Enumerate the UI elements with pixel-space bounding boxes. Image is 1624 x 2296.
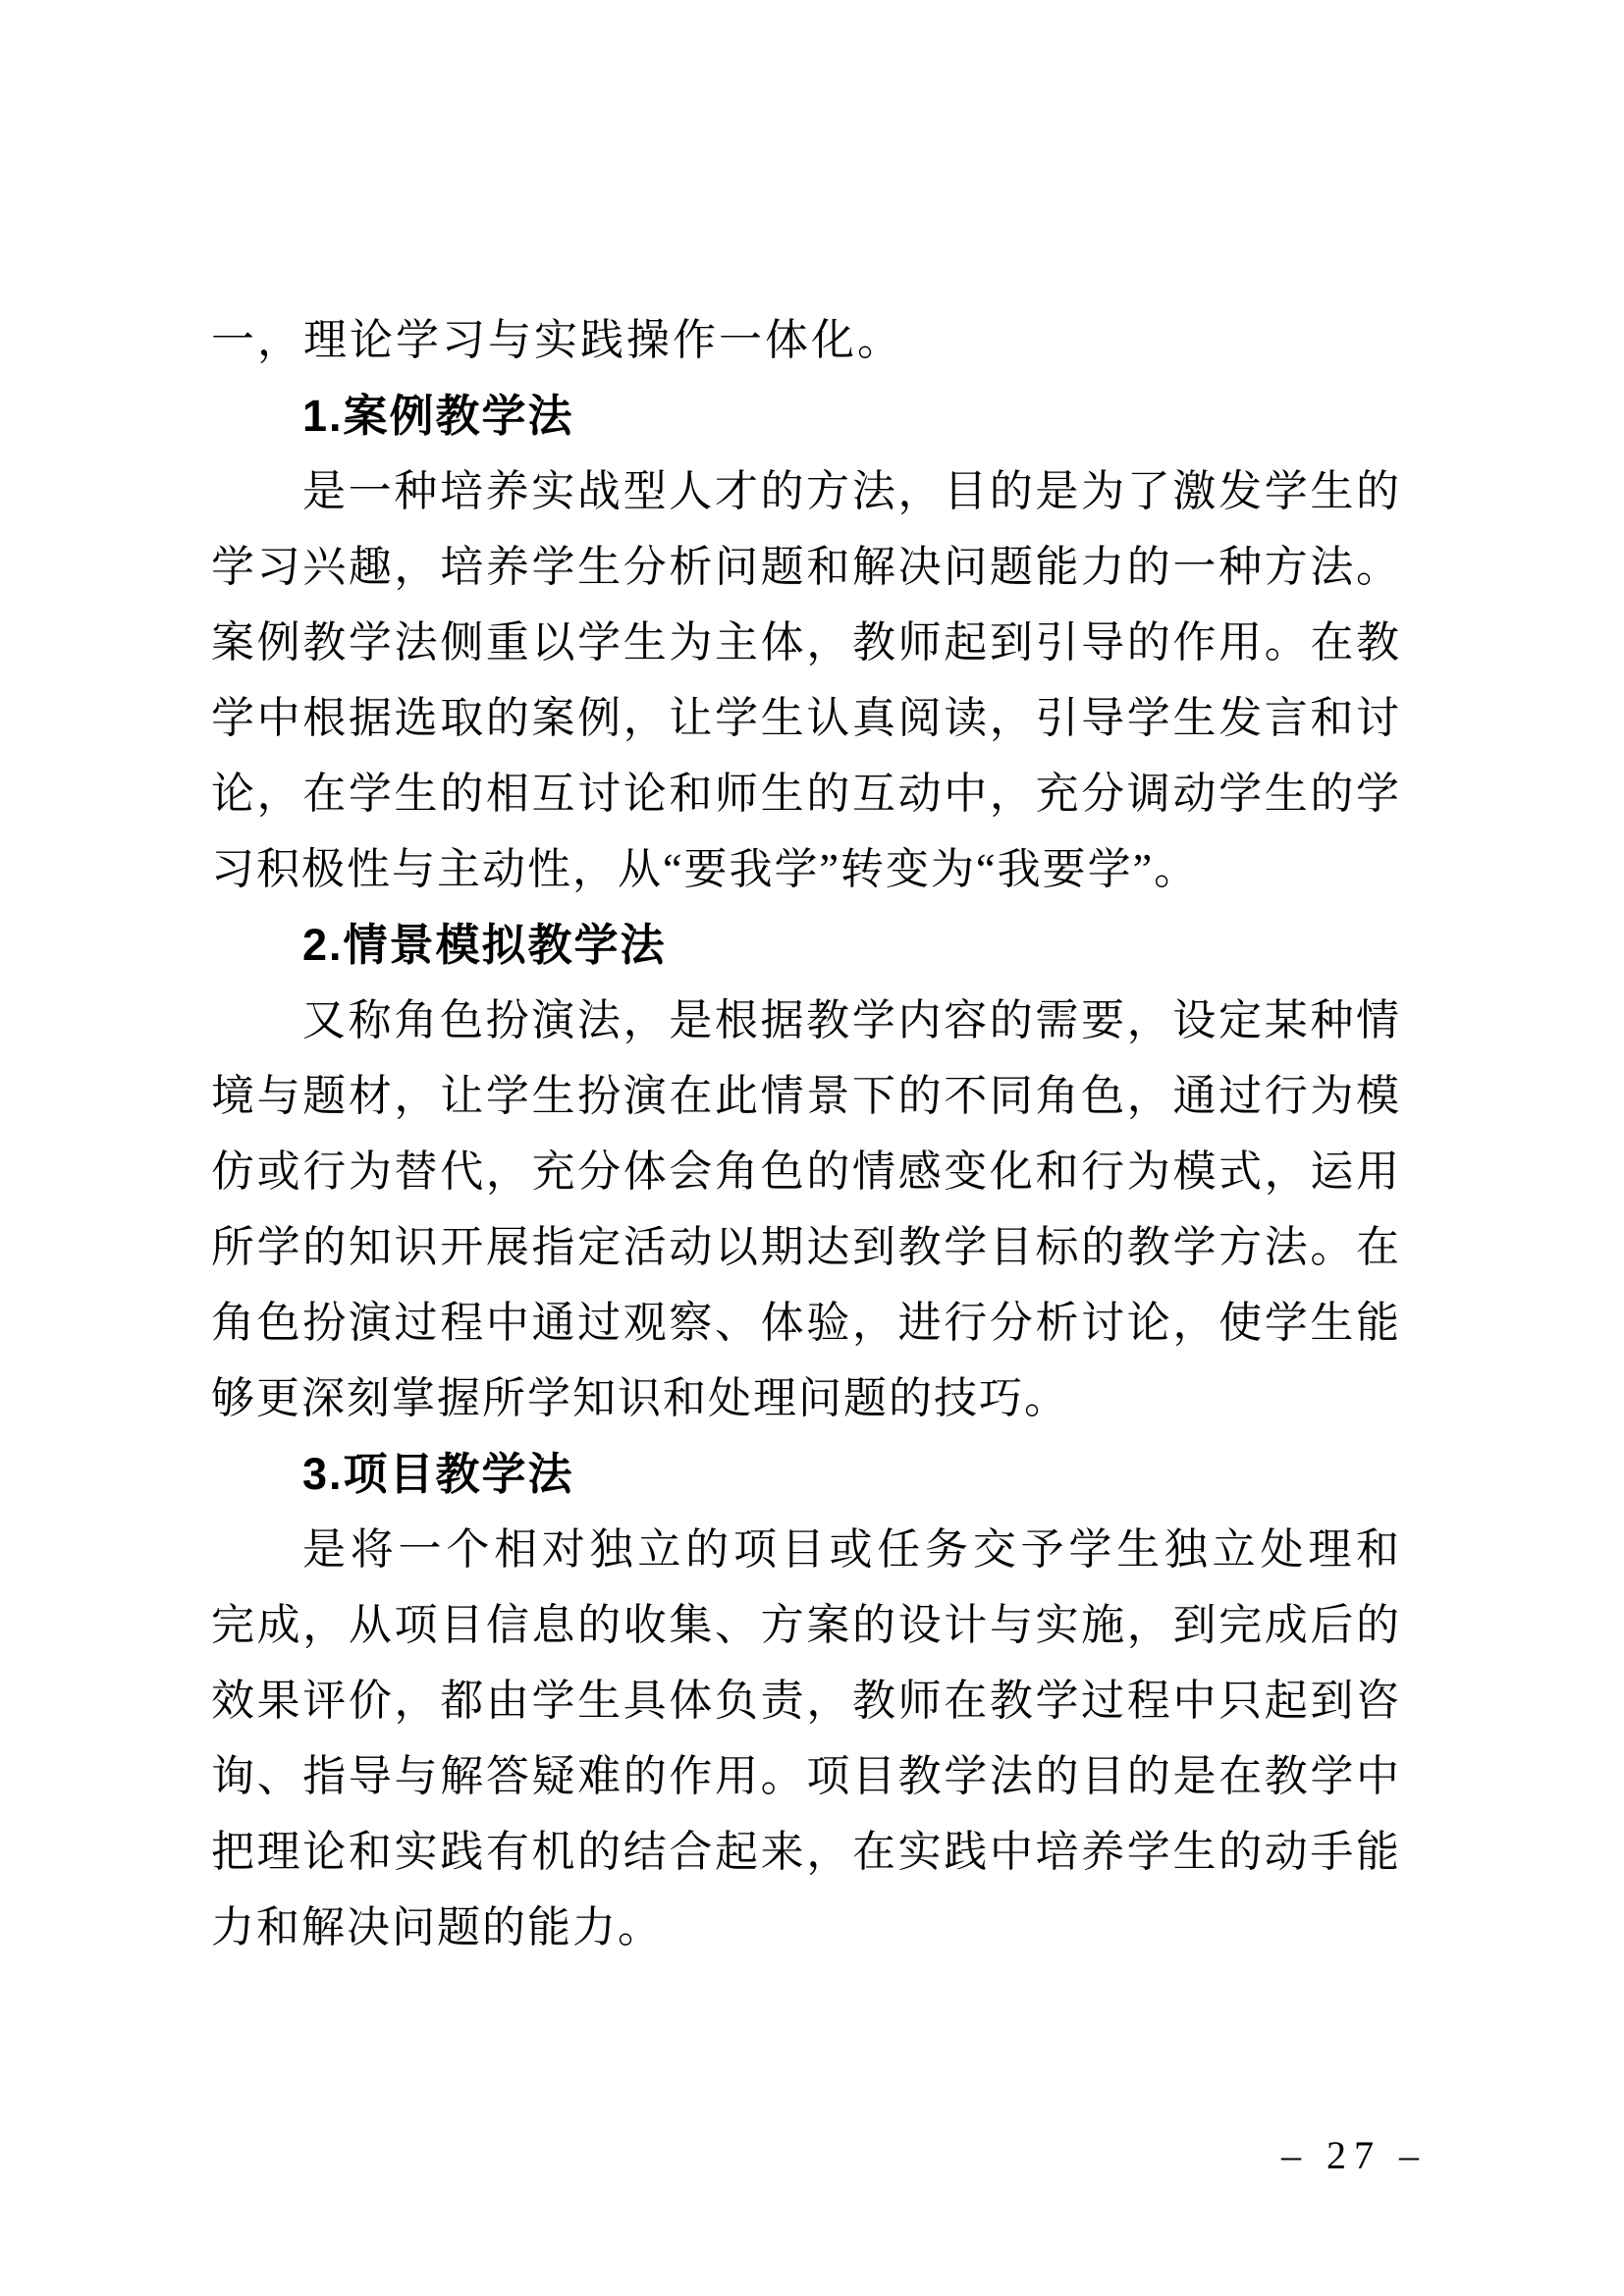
- text-line: 询、指导与解答疑难的作用。项目教学法的目的是在教学中: [211, 1752, 1401, 1800]
- text-line: 又称角色扮演法，是根据教学内容的需要，设定某种情: [302, 996, 1401, 1044]
- text-line: 完成，从项目信息的收集、方案的设计与实施，到完成后的: [211, 1601, 1401, 1649]
- text-block: [211, 302, 1401, 1965]
- text-line: 所学的知识开展指定活动以期达到教学目标的教学方法。在: [211, 1223, 1401, 1271]
- text-line: 境与题材，让学生扮演在此情景下的不同角色，通过行为模: [211, 1072, 1401, 1120]
- text-line: 学中根据选取的案例，让学生认真阅读，引导学生发言和讨: [211, 694, 1401, 742]
- page-number: – 27 –: [1281, 2133, 1427, 2177]
- text-line: 把理论和实践有机的结合起来，在实践中培养学生的动手能: [211, 1828, 1401, 1876]
- text-line: 角色扮演过程中通过观察、体验，进行分析讨论，使学生能: [211, 1299, 1401, 1347]
- text-line: 力和解决问题的能力。: [211, 1903, 663, 1951]
- section-heading-3: 3.项目教学法: [302, 1449, 574, 1499]
- text-line: 效果评价，都由学生具体负责，教师在教学过程中只起到咨: [211, 1677, 1401, 1725]
- text-line: 是一种培养实战型人才的方法，目的是为了激发学生的: [302, 467, 1401, 515]
- text-line: 仿或行为替代，充分体会角色的情感变化和行为模式，运用: [211, 1148, 1401, 1196]
- text-line: 习积极性与主动性，从“要我学”转变为“我要学”。: [211, 845, 1200, 893]
- section-heading-2: 2.情景模拟教学法: [302, 920, 667, 970]
- text-line: 论，在学生的相互讨论和师生的互动中，充分调动学生的学: [211, 770, 1401, 818]
- text-line: 学习兴趣，培养学生分析问题和解决问题能力的一种方法。: [211, 543, 1401, 591]
- section-heading-1: 1.案例教学法: [302, 391, 574, 441]
- text-line: 案例教学法侧重以学生为主体，教师起到引导的作用。在教: [211, 618, 1401, 667]
- text-line: 是将一个相对独立的项目或任务交予学生独立处理和: [302, 1525, 1401, 1574]
- text-line: 够更深刻掌握所学知识和处理问题的技巧。: [211, 1374, 1069, 1422]
- intro-line: 一，理论学习与实践操作一体化。: [211, 316, 903, 364]
